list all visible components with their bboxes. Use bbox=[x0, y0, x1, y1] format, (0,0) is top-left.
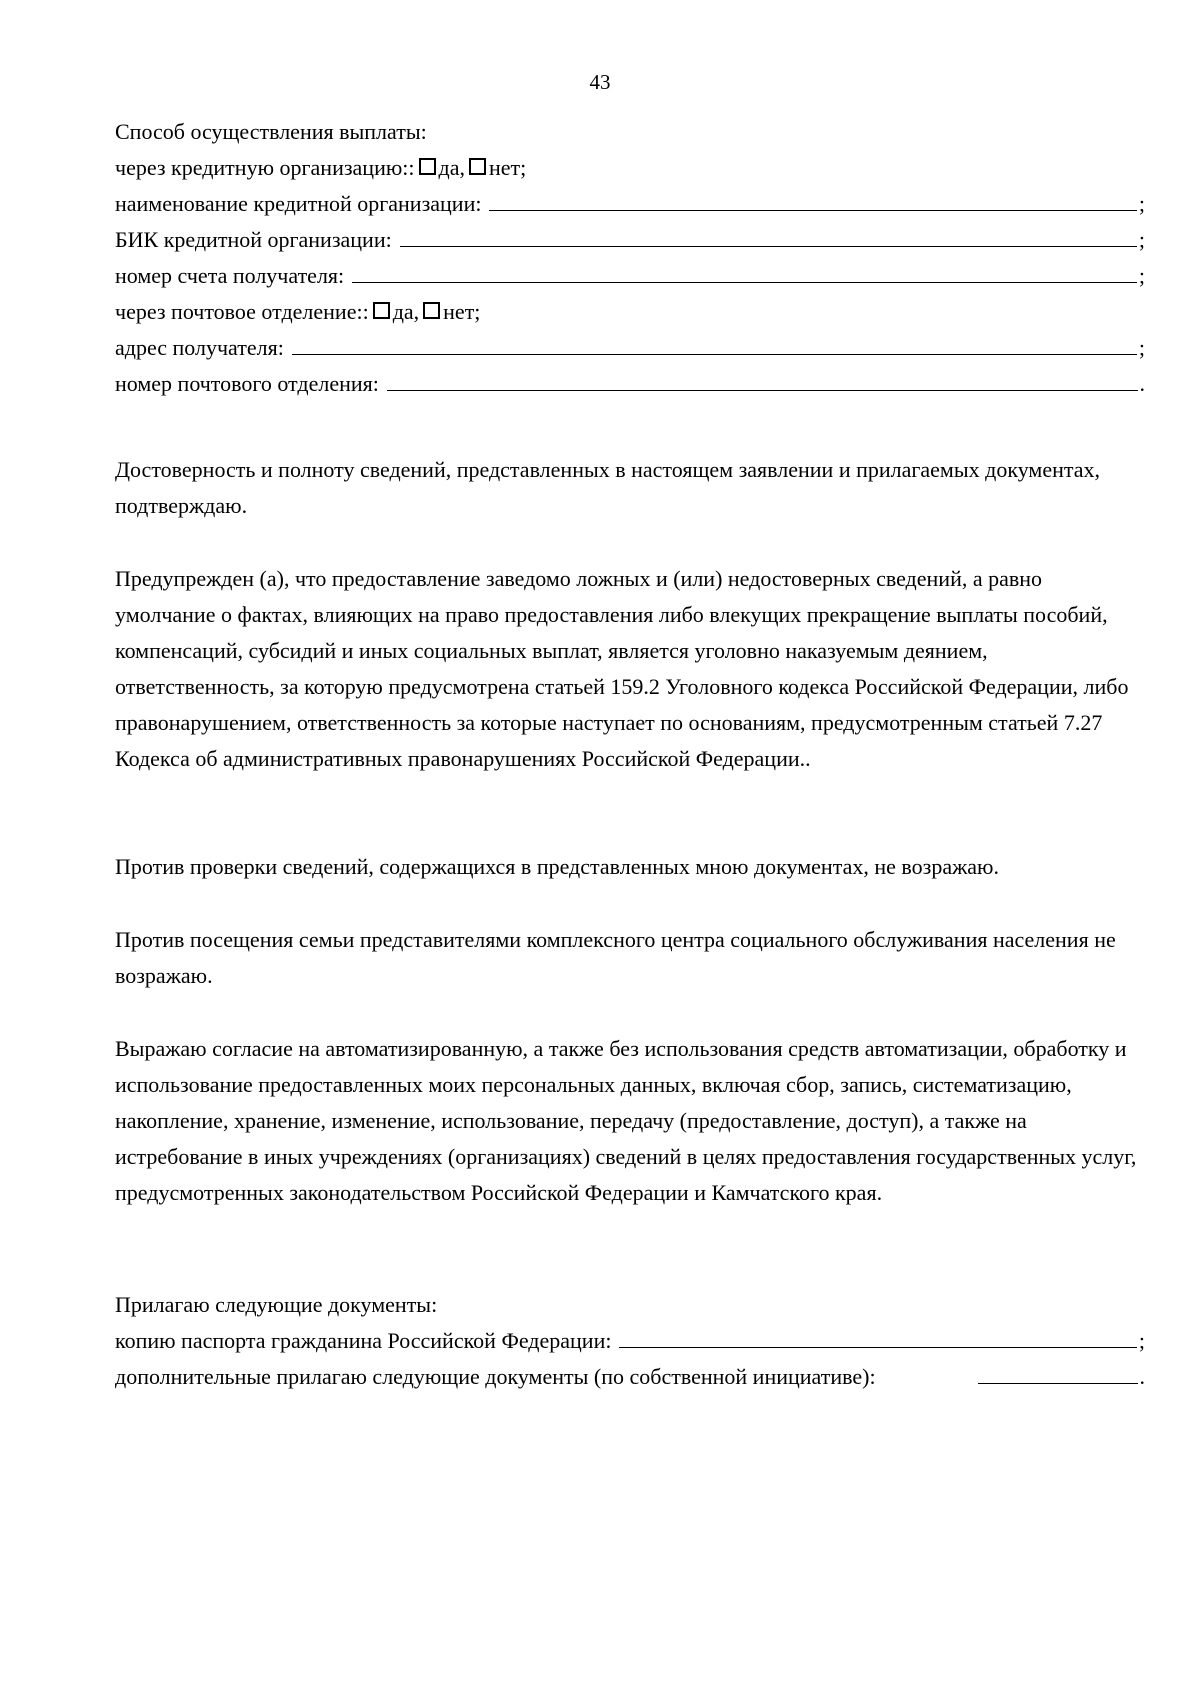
passport-field[interactable] bbox=[619, 1325, 1136, 1348]
confirmation-paragraph: Достоверность и полноту сведений, представленных в настоящем заявлении и прилагаемых документах, подтверждаю. bbox=[115, 457, 1101, 518]
recipient-address-field[interactable] bbox=[292, 332, 1137, 355]
passport-row: копию паспорта гражданина Российской Федерации: ; bbox=[115, 1323, 1145, 1359]
bank-name-field[interactable] bbox=[489, 188, 1136, 211]
post-no-checkbox[interactable] bbox=[423, 302, 440, 319]
post-yes-checkbox[interactable] bbox=[373, 302, 390, 319]
attachments-heading: Прилагаю следующие документы: bbox=[115, 1292, 438, 1317]
account-row: номер счета получателя: ; bbox=[115, 258, 1145, 294]
payment-heading: Способ осуществления выплаты: bbox=[115, 119, 427, 144]
consent-paragraph: Выражаю согласие на автоматизированную, а также без использования средств автоматизации, обработку и использование предоставленных моих персональных данных, включая сбор, запись, систематизацию, накопление, хранение, изменение, использование, передачу (предоставление, доступ), а также на истребование в иных учреждениях (организациях) сведений в целях предоставления государственных услуг, предусмотренных законодательством Российской Федерации и Камчатского края. bbox=[115, 1036, 1137, 1205]
visit-paragraph: Против посещения семьи представителями комплексного центра социального обслуживания населения не возражаю. bbox=[115, 927, 1116, 988]
address-row: адрес получателя: ; bbox=[115, 330, 1145, 366]
attachments-section bbox=[115, 1287, 1145, 1395]
bank-no-checkbox[interactable] bbox=[469, 158, 486, 175]
bank-transfer-row: через кредитную организацию:: да, нет; bbox=[115, 155, 527, 180]
post-transfer-row: через почтовое отделение:: да, нет; bbox=[115, 299, 481, 324]
bank-name-row: наименование кредитной организации: ; bbox=[115, 186, 1145, 222]
bank-yes-checkbox[interactable] bbox=[419, 158, 436, 175]
additional-docs-row: дополнительные прилагаю следующие документы (по собственной инициативе): . bbox=[115, 1359, 1145, 1395]
additional-docs-field[interactable] bbox=[978, 1361, 1138, 1384]
warning-paragraph: Предупрежден (а), что предоставление заведомо ложных и (или) недостоверных сведений, а равно умолчание о фактах, влияющих на право предоставления либо влекущих прекращение выплаты пособий, компенсаций, субсидий и иных социальных выплат, является уголовно наказуемым деянием, ответственность, за которую предусмотрена статьей 159.2 Уголовного кодекса Российской Федерации, либо правонарушением, ответственность за которые наступает по основаниям, предусмотренным статьей 7.27 Кодекса об административных правонарушениях Российской Федерации.. bbox=[115, 566, 1129, 771]
verification-paragraph: Против проверки сведений, содержащихся в представленных мною документах, не возражаю. bbox=[115, 854, 999, 879]
bik-field[interactable] bbox=[400, 224, 1137, 247]
post-office-row: номер почтового отделения: . bbox=[115, 366, 1145, 402]
post-office-number-field[interactable] bbox=[387, 368, 1138, 391]
page-number: 43 bbox=[589, 70, 611, 94]
account-number-field[interactable] bbox=[352, 260, 1137, 283]
payment-section bbox=[115, 114, 1145, 402]
bik-row: БИК кредитной организации: ; bbox=[115, 222, 1145, 258]
